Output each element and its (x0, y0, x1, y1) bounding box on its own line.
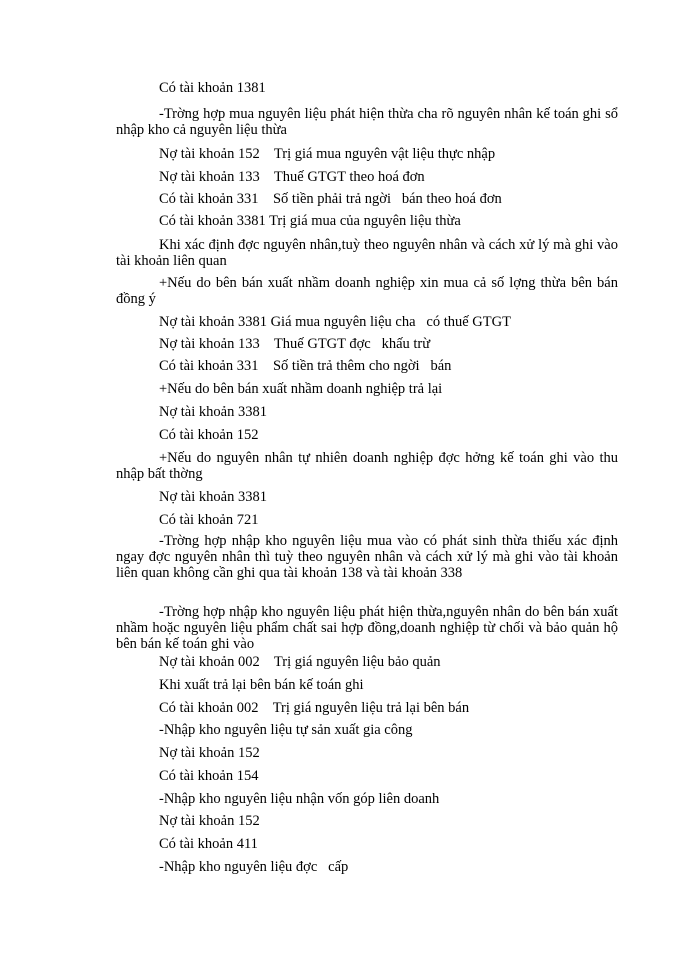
text-line: Có tài khoản 411 (159, 836, 258, 852)
text-line: Nợ tài khoản 002 Trị giá nguyên liệu bảo quản (159, 654, 441, 670)
text-line: +Nếu do bên bán xuất nhầm doanh nghiệp trả lại (159, 381, 443, 397)
text-paragraph: -Trờng hợp mua nguyên liệu phát hiện thừa cha rõ nguyên nhân kế toán ghi sổ nhập kho cả nguyên liệu thừa (116, 106, 618, 138)
text-line: Nợ tài khoản 152 (159, 813, 260, 829)
text-line: -Nhập kho nguyên liệu đợc cấp (159, 859, 349, 875)
text-line: Có tài khoản 331 Số tiền phải trả ngời bán theo hoá đơn (159, 191, 502, 207)
text-line: -Nhập kho nguyên liệu nhận vốn góp liên doanh (159, 791, 440, 807)
text-line: Nợ tài khoản 133 Thuế GTGT đợc khấu trừ (159, 336, 431, 352)
text-line: Nợ tài khoản 3381 (159, 489, 267, 505)
text-line: Có tài khoản 002 Trị giá nguyên liệu trả lại bên bán (159, 700, 470, 716)
text-line: Nợ tài khoản 3381 (159, 404, 267, 420)
text-line: Có tài khoản 154 (159, 768, 259, 784)
text-line: Có tài khoản 721 (159, 512, 259, 528)
text-paragraph: +Nếu do bên bán xuất nhầm doanh nghiệp xin mua cả số lợng thừa bên bán đồng ý (116, 275, 618, 307)
text-line: Nợ tài khoản 152 Trị giá mua nguyên vật liệu thực nhập (159, 146, 496, 162)
text-paragraph: -Trờng hợp nhập kho nguyên liệu phát hiện thừa,nguyên nhân do bên bán xuất nhầm hoặc nguyên liệu phẩm chất sai hợp đồng,doanh nghiệp từ chối và bảo quản hộ bên bán kế toán ghi vào (116, 604, 618, 652)
text-line: Nợ tài khoản 3381 Giá mua nguyên liệu cha có thuế GTGT (159, 314, 511, 330)
text-paragraph: Khi xác định đợc nguyên nhân,tuỳ theo nguyên nhân và cách xử lý mà ghi vào tài khoản liên quan (116, 237, 618, 269)
text-line: Nợ tài khoản 152 (159, 745, 260, 761)
text-line: Có tài khoản 331 Số tiền trả thêm cho ngời bán (159, 358, 452, 374)
text-line: Có tài khoản 152 (159, 427, 259, 443)
text-line: Có tài khoản 1381 (159, 80, 266, 96)
text-line: Nợ tài khoản 133 Thuế GTGT theo hoá đơn (159, 169, 425, 185)
text-line: Khi xuất trả lại bên bán kế toán ghi (159, 677, 364, 693)
text-line: Có tài khoản 3381 Trị giá mua của nguyên liệu thừa (159, 213, 461, 229)
text-line: -Nhập kho nguyên liệu tự sản xuất gia công (159, 722, 413, 738)
text-paragraph: -Trờng hợp nhập kho nguyên liệu mua vào có phát sinh thừa thiếu xác định ngay đợc nguyên nhân thì tuỳ theo nguyên nhân và cách xử lý mà ghi vào tài khoản liên quan không cần ghi qua tài khoản 138 và tài khoản 338 (116, 533, 618, 581)
text-paragraph: +Nếu do nguyên nhân tự nhiên doanh nghiệp đợc hởng kế toán ghi vào thu nhập bất thờng (116, 450, 618, 482)
